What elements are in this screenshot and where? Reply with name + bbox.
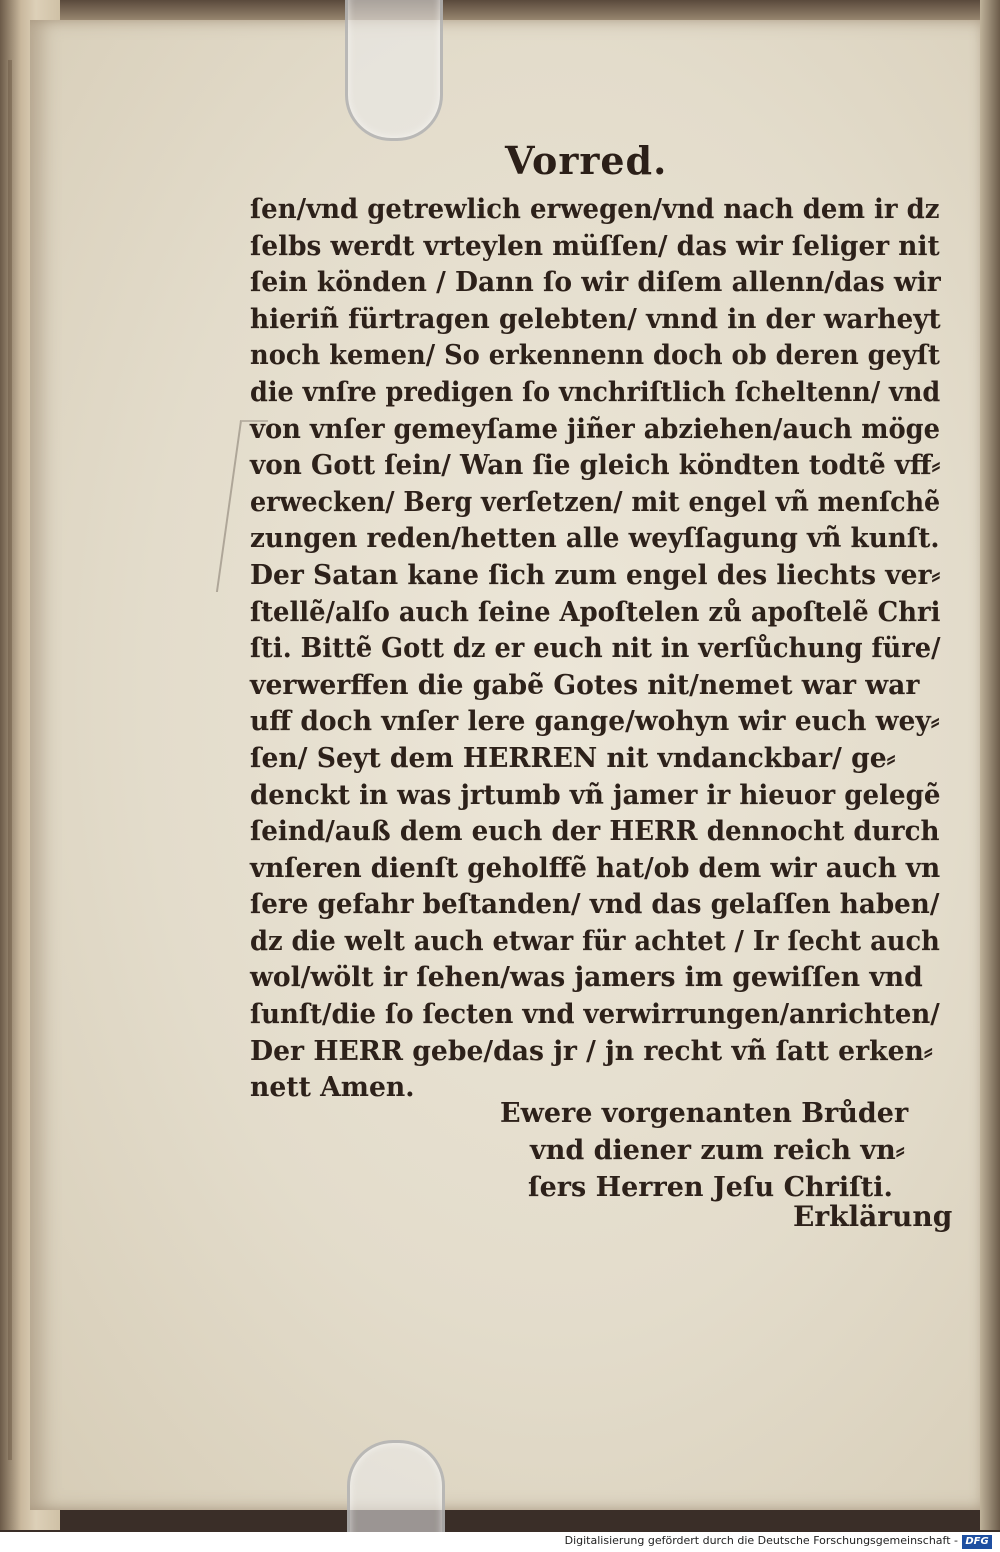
text-line: noch kemen/ So erkennenn doch ob deren geyſt xyxy=(250,340,940,372)
text-line: ſere gefahr beſtanden/ vnd das gelaſſen haben/ xyxy=(250,889,940,921)
text-line: zungen reden/hetten alle weyſſagung vñ kunſt. xyxy=(250,523,940,555)
text-line: von vnſer gemeyſame jiñer abziehen/auch möge xyxy=(250,413,941,445)
footer-bar xyxy=(0,1532,1000,1552)
text-line: von Gott ſein/ Wan ſie gleich köndten todtẽ vff⸗ xyxy=(250,450,941,482)
text-line: ſtellẽ/alſo auch ſeine Apoſtelen zů apoſtelẽ Chri xyxy=(250,596,941,628)
right-page-edge xyxy=(980,0,1000,1530)
text-line: uff doch vnſer lere gange/wohyn wir euch wey⸗ xyxy=(250,706,940,738)
signature-line: ſers Herren Jeſu Chriſti. xyxy=(528,1172,893,1203)
catchword: Erklärung xyxy=(793,1200,953,1233)
funding-credit: Digitalisierung gefördert durch die Deutsche Forschungsgemeinschaft - xyxy=(564,1534,958,1547)
text-line: dz die welt auch etwar für achtet / Ir ſecht auch xyxy=(250,925,940,957)
text-line: wol/wölt ir ſehen/was jamers im gewiſſen vnd xyxy=(250,962,923,994)
page-heading: Vorred. xyxy=(505,138,668,183)
text-line: verwerffen die gabẽ Gotes nit/nemet war war xyxy=(250,669,920,701)
text-line: Der Satan kane ſich zum engel des liechts ver⸗ xyxy=(250,559,941,591)
text-line: ſunſt/die ſo ſecten vnd verwirrungen/anrichten/ xyxy=(250,999,940,1031)
text-line: ſen/vnd getrewlich erwegen/vnd nach dem ir dz xyxy=(250,194,940,225)
text-line: nett Amen. xyxy=(250,1072,415,1104)
dfg-logo: DFG xyxy=(962,1535,992,1549)
text-line: erwecken/ Berg verſetzen/ mit engel vñ menſchẽ xyxy=(250,486,941,518)
top-book-edge xyxy=(0,0,1000,22)
text-line: ſti. Bittẽ Gott dz er euch nit in verſůchung füre/ xyxy=(250,633,941,665)
scanner-clip-top xyxy=(345,0,443,141)
text-line: vnſeren dienſt geholffẽ hat/ob dem wir auch vn xyxy=(250,852,941,884)
text-line: ſein könden / Dann ſo wir diſem allenn/das wir xyxy=(250,267,941,299)
text-line: ſelbs werdt vrteylen müſſen/ das wir ſeliger nit xyxy=(250,230,940,262)
body-text-block xyxy=(250,192,950,1107)
text-line: ſen/ Seyt dem HERREN nit vndanckbar/ ge⸗ xyxy=(250,742,896,774)
text-line: hieriñ fürtragen gelebten/ vnnd in der warheyt xyxy=(250,303,941,335)
signature-line: vnd diener zum reich vn⸗ xyxy=(530,1135,905,1166)
text-line: Der HERR gebe/das jr / jn recht vñ ſatt erken⸗ xyxy=(250,1035,933,1067)
text-line: ſeind/auß dem euch der HERR dennocht durch xyxy=(250,816,940,848)
signature-line: Ewere vorgenanten Brůder xyxy=(500,1098,909,1129)
text-line: denckt in was jrtumb vñ jamer ir hieuor gelegẽ xyxy=(250,779,941,811)
signature-block xyxy=(500,1095,908,1206)
text-line: die vnſre predigen ſo vnchriſtlich ſcheltenn/ vnd xyxy=(250,376,941,408)
